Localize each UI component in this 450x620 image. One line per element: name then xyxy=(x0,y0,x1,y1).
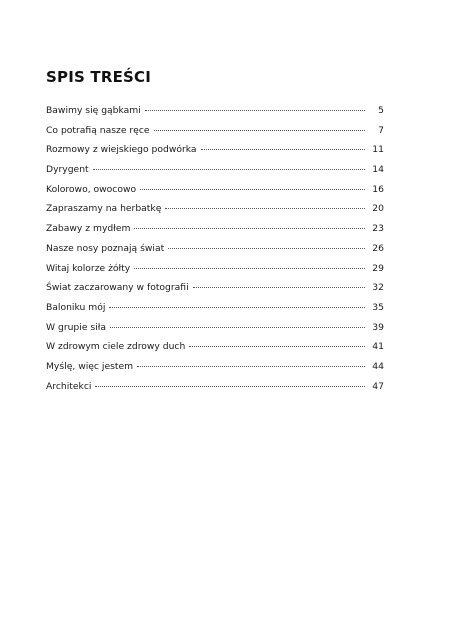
toc-entry-page: 29 xyxy=(372,262,384,274)
toc-entry xyxy=(46,180,384,200)
toc-entry-title: W grupie siła xyxy=(46,321,106,333)
dot-leader xyxy=(189,346,365,347)
toc-entry xyxy=(46,101,384,121)
dot-leader xyxy=(93,169,365,170)
toc-entry xyxy=(46,357,384,377)
dot-leader xyxy=(140,189,365,190)
toc-entry xyxy=(46,121,384,141)
toc-entry-title: Kolorowo, owocowo xyxy=(46,183,137,195)
dot-leader xyxy=(137,366,365,367)
toc-entry-title: Architekci xyxy=(46,380,92,392)
toc-entry-page: 16 xyxy=(372,183,384,195)
toc-entry-title: Bawimy się gąbkami xyxy=(46,105,141,116)
toc-entry xyxy=(46,199,384,219)
toc-entry-title: Rozmowy z wiejskiego podwórka xyxy=(46,144,197,156)
toc-entry xyxy=(46,259,384,279)
toc-entry-title: Zabawy z mydłem xyxy=(46,223,131,235)
dot-leader xyxy=(109,307,365,308)
toc-entry-page: 5 xyxy=(378,105,384,116)
toc-entry-page: 41 xyxy=(372,341,384,353)
toc-entry-title: Witaj kolorze żółty xyxy=(46,262,131,274)
toc-entry-title: Baloniku mój xyxy=(46,301,106,313)
dot-leader xyxy=(193,287,365,288)
dot-leader xyxy=(95,386,365,387)
toc-entry-page: 14 xyxy=(372,164,384,176)
toc-entry-title: Świat zaczarowany w fotografii xyxy=(46,282,189,294)
toc-entry xyxy=(46,278,384,298)
dot-leader xyxy=(154,130,365,131)
toc-entry-page: 39 xyxy=(372,321,384,333)
dot-leader xyxy=(110,327,365,328)
toc-entry-title: Co potrafią nasze ręce xyxy=(46,124,150,136)
toc-entry-page: 7 xyxy=(378,124,384,136)
dot-leader xyxy=(201,149,365,150)
dot-leader xyxy=(168,248,365,249)
toc-entry-page: 26 xyxy=(372,242,384,254)
dot-leader xyxy=(145,110,365,111)
toc-entry xyxy=(46,219,384,239)
toc-entry-page: 32 xyxy=(372,282,384,294)
toc-entry xyxy=(46,160,384,180)
toc-entry xyxy=(46,337,384,357)
toc-entry-title: W zdrowym ciele zdrowy duch xyxy=(46,341,186,353)
table-of-contents xyxy=(46,101,384,396)
toc-entry-title: Zapraszamy na herbatkę xyxy=(46,203,162,215)
toc-entry-page: 20 xyxy=(372,203,384,215)
toc-entry xyxy=(46,140,384,160)
toc-entry-title: Nasze nosy poznają świat xyxy=(46,242,165,254)
toc-entry xyxy=(46,298,384,318)
toc-entry xyxy=(46,239,384,259)
toc-entry-page: 35 xyxy=(372,301,384,313)
toc-entry xyxy=(46,318,384,338)
toc-entry-page: 23 xyxy=(372,223,384,235)
toc-entry-page: 47 xyxy=(372,380,384,392)
toc-entry-page: 11 xyxy=(372,144,384,156)
toc-entry-title: Myślę, więc jestem xyxy=(46,360,134,372)
dot-leader xyxy=(134,268,365,269)
toc-entry-page: 44 xyxy=(372,360,384,372)
dot-leader xyxy=(134,228,365,229)
page-title: SPIS TREŚCI xyxy=(46,68,152,86)
toc-entry-title: Dyrygent xyxy=(46,164,89,176)
toc-entry xyxy=(46,377,384,397)
dot-leader xyxy=(165,208,365,209)
